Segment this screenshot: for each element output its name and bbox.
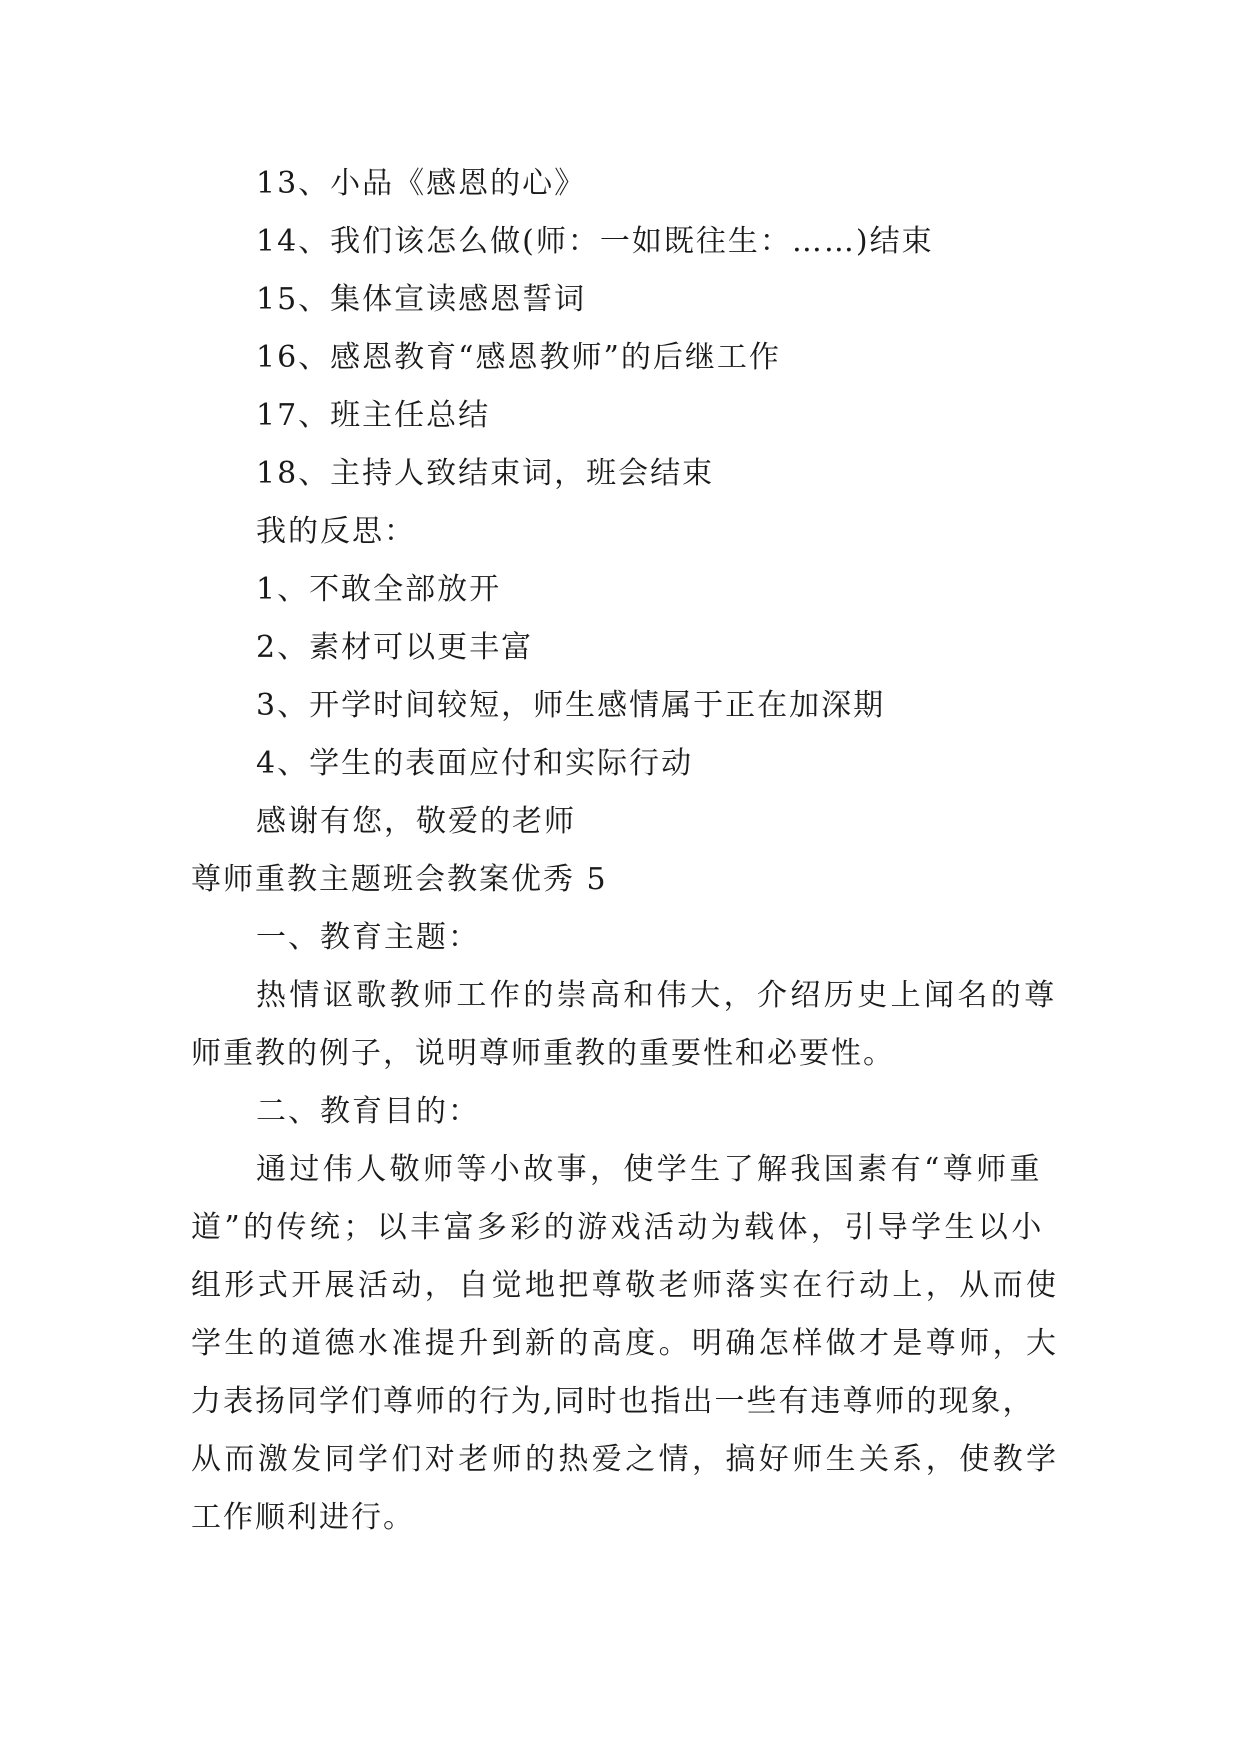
list-item: 4、学生的表面应付和实际行动 [256, 746, 694, 781]
section-heading: 一、教育主题： [256, 920, 480, 955]
paragraph-line: 热情讴歌教师工作的崇高和伟大，介绍历史上闻名的尊 [256, 978, 1058, 1013]
closing-line: 感谢有您，敬爱的老师 [256, 804, 576, 839]
paragraph-line: 学生的道德水准提升到新的高度。明确怎样做才是尊师，大 [191, 1326, 1060, 1361]
paragraph-line: 工作顺利进行。 [191, 1500, 415, 1535]
list-item: 17、班主任总结 [256, 398, 491, 433]
paragraph-line: 通过伟人敬师等小故事，使学生了解我国素有“尊师重 [256, 1152, 1043, 1187]
paragraph-line: 从而激发同学们对老师的热爱之情，搞好师生关系，使教学 [191, 1442, 1060, 1477]
list-item: 16、感恩教育“感恩教师”的后继工作 [256, 340, 781, 375]
list-item: 1、不敢全部放开 [256, 572, 502, 607]
paragraph-line: 力表扬同学们尊师的行为,同时也指出一些有违尊师的现象， [191, 1384, 1035, 1419]
paragraph-line: 道”的传统；以丰富多彩的游戏活动为载体，引导学生以小 [191, 1210, 1045, 1245]
section-heading: 二、教育目的： [256, 1094, 480, 1129]
reflection-heading: 我的反思： [256, 514, 416, 549]
list-item: 15、集体宣读感恩誓词 [256, 282, 587, 317]
paragraph-line: 组形式开展活动，自觉地把尊敬老师落实在行动上，从而使 [191, 1268, 1060, 1303]
list-item: 14、我们该怎么做(师：一如既往生：……)结束 [256, 224, 934, 259]
section-title: 尊师重教主题班会教案优秀 5 [191, 862, 608, 897]
paragraph-line: 师重教的例子，说明尊师重教的重要性和必要性。 [191, 1036, 895, 1071]
list-item: 3、开学时间较短，师生感情属于正在加深期 [256, 688, 886, 723]
list-item: 2、素材可以更丰富 [256, 630, 534, 665]
list-item: 13、小品《感恩的心》 [256, 166, 587, 201]
list-item: 18、主持人致结束词，班会结束 [256, 456, 715, 491]
